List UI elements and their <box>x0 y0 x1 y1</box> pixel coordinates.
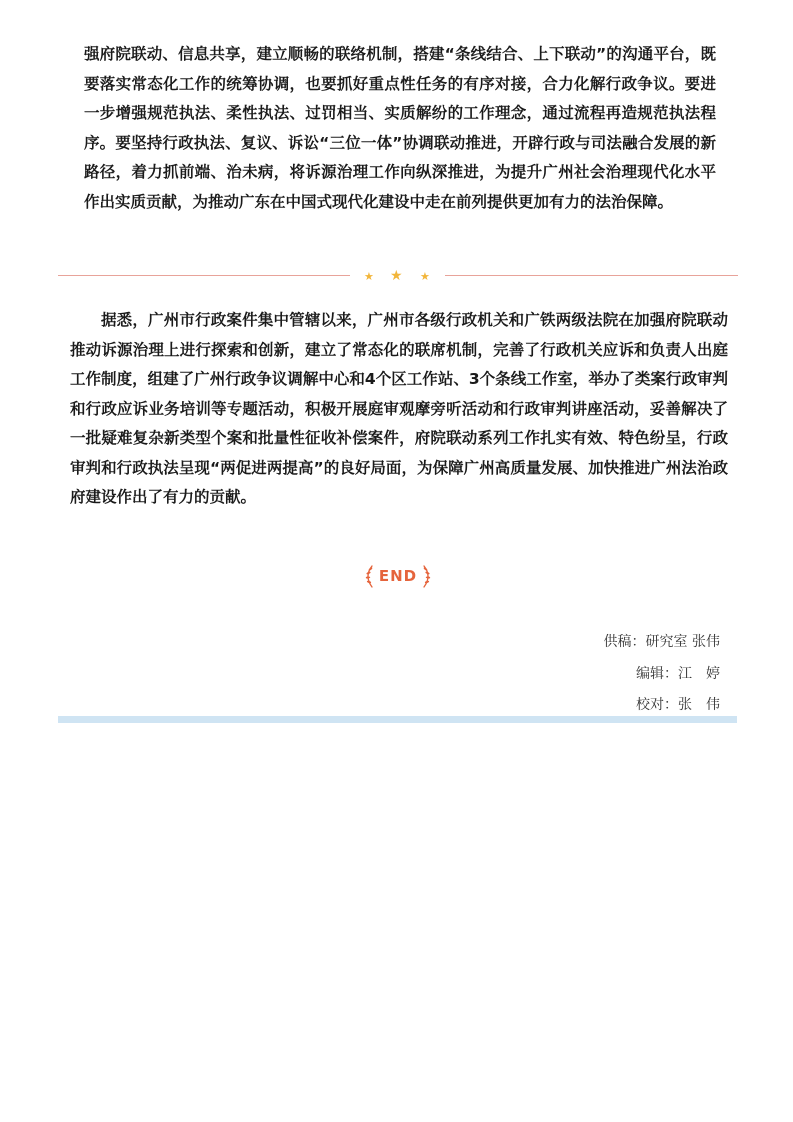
star-icon: ★ <box>390 268 403 284</box>
article-paragraph-1: 强府院联动、信息共享，建立顺畅的联络机制，搭建“条线结合、上下联动”的沟通平台，既要落实常态化工作的统筹协调，也要抓好重点性任务的有序对接，合力化解行政争议。要进一步增强规范执法、柔性执法、过罚相当、实质解纷的工作理念，通过流程再造规范执法程序。要坚持行政执法、复议、诉讼“三位一体”协调联动推进，开辟行政与司法融合发展的新路径，着力抓前端、治未病，将诉源治理工作向纵深推进，为提升广州社会治理现代化水平作出实质贡献，为推动广东在中国式现代化建设中走在前列提供更加有力的法治保障。 <box>84 45 716 211</box>
footer-bar <box>58 716 737 723</box>
star-icon: ★ <box>420 270 430 283</box>
credit-source: 供稿：研究室 张伟 <box>603 634 720 650</box>
end-label: END <box>378 567 418 585</box>
end-badge <box>362 562 434 590</box>
article-paragraph-2: 据悉，广州市行政案件集中管辖以来，广州市各级行政机关和广铁两级法院在加强府院联动推动诉源治理上进行探索和创新，建立了常态化的联席机制，完善了行政机关应诉和负责人出庭工作制度，组建了广州行政争议调解中心和4个区工作站、3个条线工作室，举办了类案行政审判和行政应诉业务培训等专题活动，积极开展庭审观摩旁听活动和行政审判讲座活动，妥善解决了一批疑难复杂新类型个案和批量性征收补偿案件，府院联动系列工作扎实有效、特色纷呈，行政审判和行政执法呈现“两促进两提高”的良好局面，为保障广州高质量发展、加快推进广州法治政府建设作出了有力的贡献。 <box>70 311 728 506</box>
credit-editor: 编辑：江 婷 <box>636 666 720 682</box>
star-icon: ★ <box>364 270 374 283</box>
section-divider <box>58 266 738 286</box>
divider-line-right <box>445 275 738 276</box>
divider-line-left <box>58 275 350 276</box>
credit-proofreader: 校对：张 伟 <box>636 697 720 713</box>
